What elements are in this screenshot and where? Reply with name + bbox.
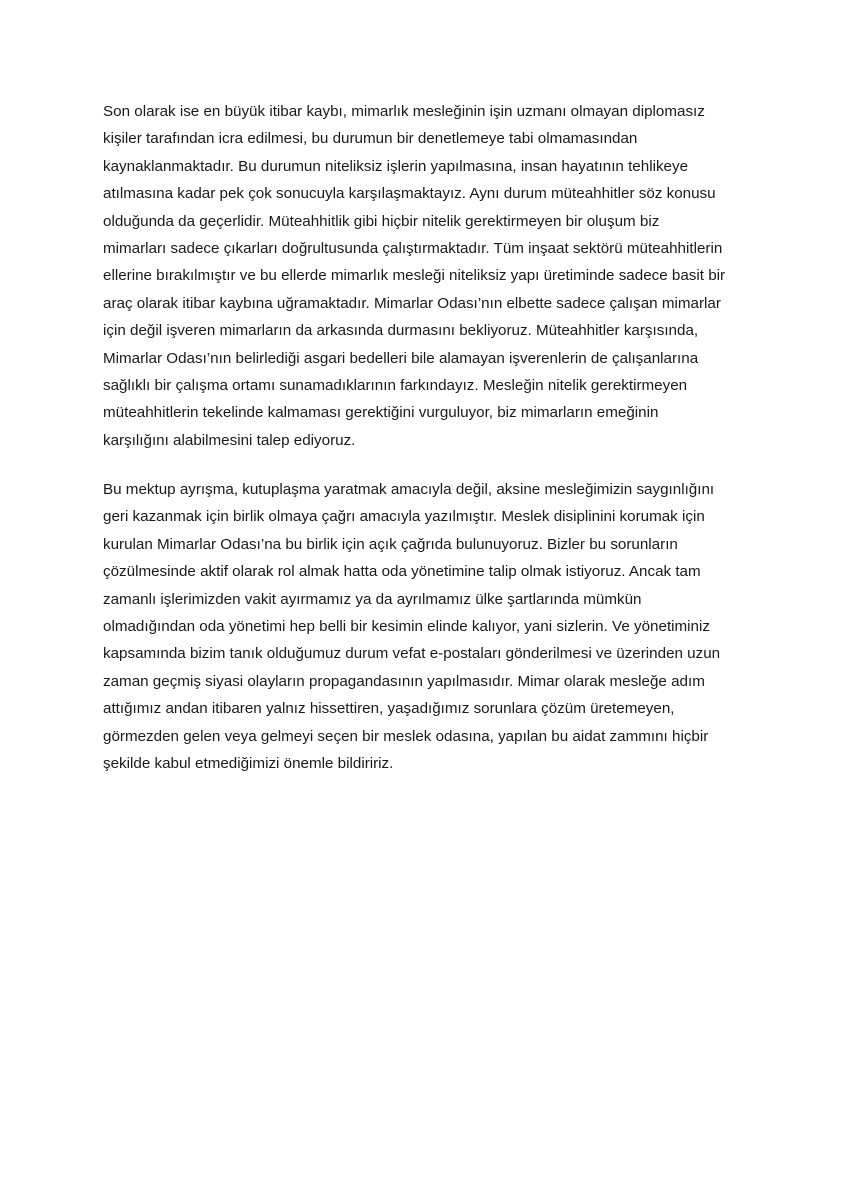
text-line: karşılığını alabilmesini talep ediyoruz.	[103, 431, 356, 449]
text-line: kapsamında bizim tanık olduğumuz durum vefat e-postaları gönderilmesi ve üzerinden uzun	[103, 645, 721, 663]
paragraph-professional-reputation	[103, 98, 763, 454]
text-line: zaman geçmiş siyasi olayların propagandasının yapılmasıdır. Mimar olarak mesleğe adım	[103, 672, 705, 690]
text-line: araç olarak itibar kaybına uğramaktadır. Mimarlar Odası’nın elbette sadece çalışan mimarlar	[103, 294, 721, 312]
text-line: Son olarak ise en büyük itibar kaybı, mimarlık mesleğinin işin uzmanı olmayan diplomasız	[103, 103, 705, 120]
text-line: attığımız andan itibaren yalnız hissettiren, yaşadığımız sorunlara çözüm üretemeyen,	[103, 700, 675, 718]
text-line: çözülmesinde aktif olarak rol almak hatta oda yönetimine talip olmak istiyoruz. Ancak tam	[103, 563, 701, 581]
text-line: müteahhitlerin tekelinde kalmaması gerektiğini vurguluyor, biz mimarların emeğinin	[103, 404, 659, 422]
text-line: kişiler tarafından icra edilmesi, bu durumun bir denetlemeye tabi olmamasından	[103, 130, 638, 148]
text-line: olmadığından oda yönetimi hep belli bir kesimin elinde kalıyor, yani sizlerin. Ve yönetiminiz	[103, 617, 710, 635]
text-line: şekilde kabul etmediğimizi önemle bildiririz.	[103, 754, 394, 772]
text-line: Bu mektup ayrışma, kutuplaşma yaratmak amacıyla değil, aksine mesleğimizin saygınlığını	[103, 481, 715, 498]
text-line: atılmasına kadar pek çok sonucuyla karşılaşmaktayız. Aynı durum müteahhitler söz konusu	[103, 185, 716, 203]
text-line: mimarları sadece çıkarları doğrultusunda çalıştırmaktadır. Tüm inşaat sektörü müteahhitlerin	[103, 239, 723, 257]
paragraph-call-for-unity	[103, 476, 763, 777]
text-line: olduğunda da geçerlidir. Müteahhitlik gibi hiçbir nitelik gerektirmeyen bir oluşum biz	[103, 212, 660, 230]
text-line: sağlıklı bir çalışma ortamı sunamadıklarının farkındayız. Mesleğin nitelik gerektirmeyen	[103, 376, 688, 394]
text-line: zamanlı işlerimizden vakit ayırmamız ya da ayrılmamız ülke şartlarında mümkün	[103, 590, 642, 608]
text-line: kaynaklanmaktadır. Bu durumun niteliksiz işlerin yapılmasına, insan hayatının tehlikeye	[103, 157, 689, 175]
text-line: geri kazanmak için birlik olmaya çağrı amacıyla yazılmıştır. Meslek disiplinini korumak için	[103, 508, 705, 526]
text-line: görmezden gelen veya gelmeyi seçen bir meslek odasına, yapılan bu aidat zammını hiçbir	[103, 727, 709, 745]
text-line: Mimarlar Odası’nın belirlediği asgari bedelleri bile alamayan işverenlerin de çalışanlarına	[103, 349, 699, 367]
text-line: ellerine bırakılmıştır ve bu ellerde mimarlık mesleği niteliksiz yapı üretiminde sadece basit bir	[103, 267, 726, 285]
text-line: için değil işveren mimarların da arkasında durmasını bekliyoruz. Müteahhitler karşısında,	[103, 322, 699, 340]
text-line: kurulan Mimarlar Odası’na bu birlik için açık çağrıda bulunuyoruz. Bizler bu sorunların	[103, 535, 678, 553]
